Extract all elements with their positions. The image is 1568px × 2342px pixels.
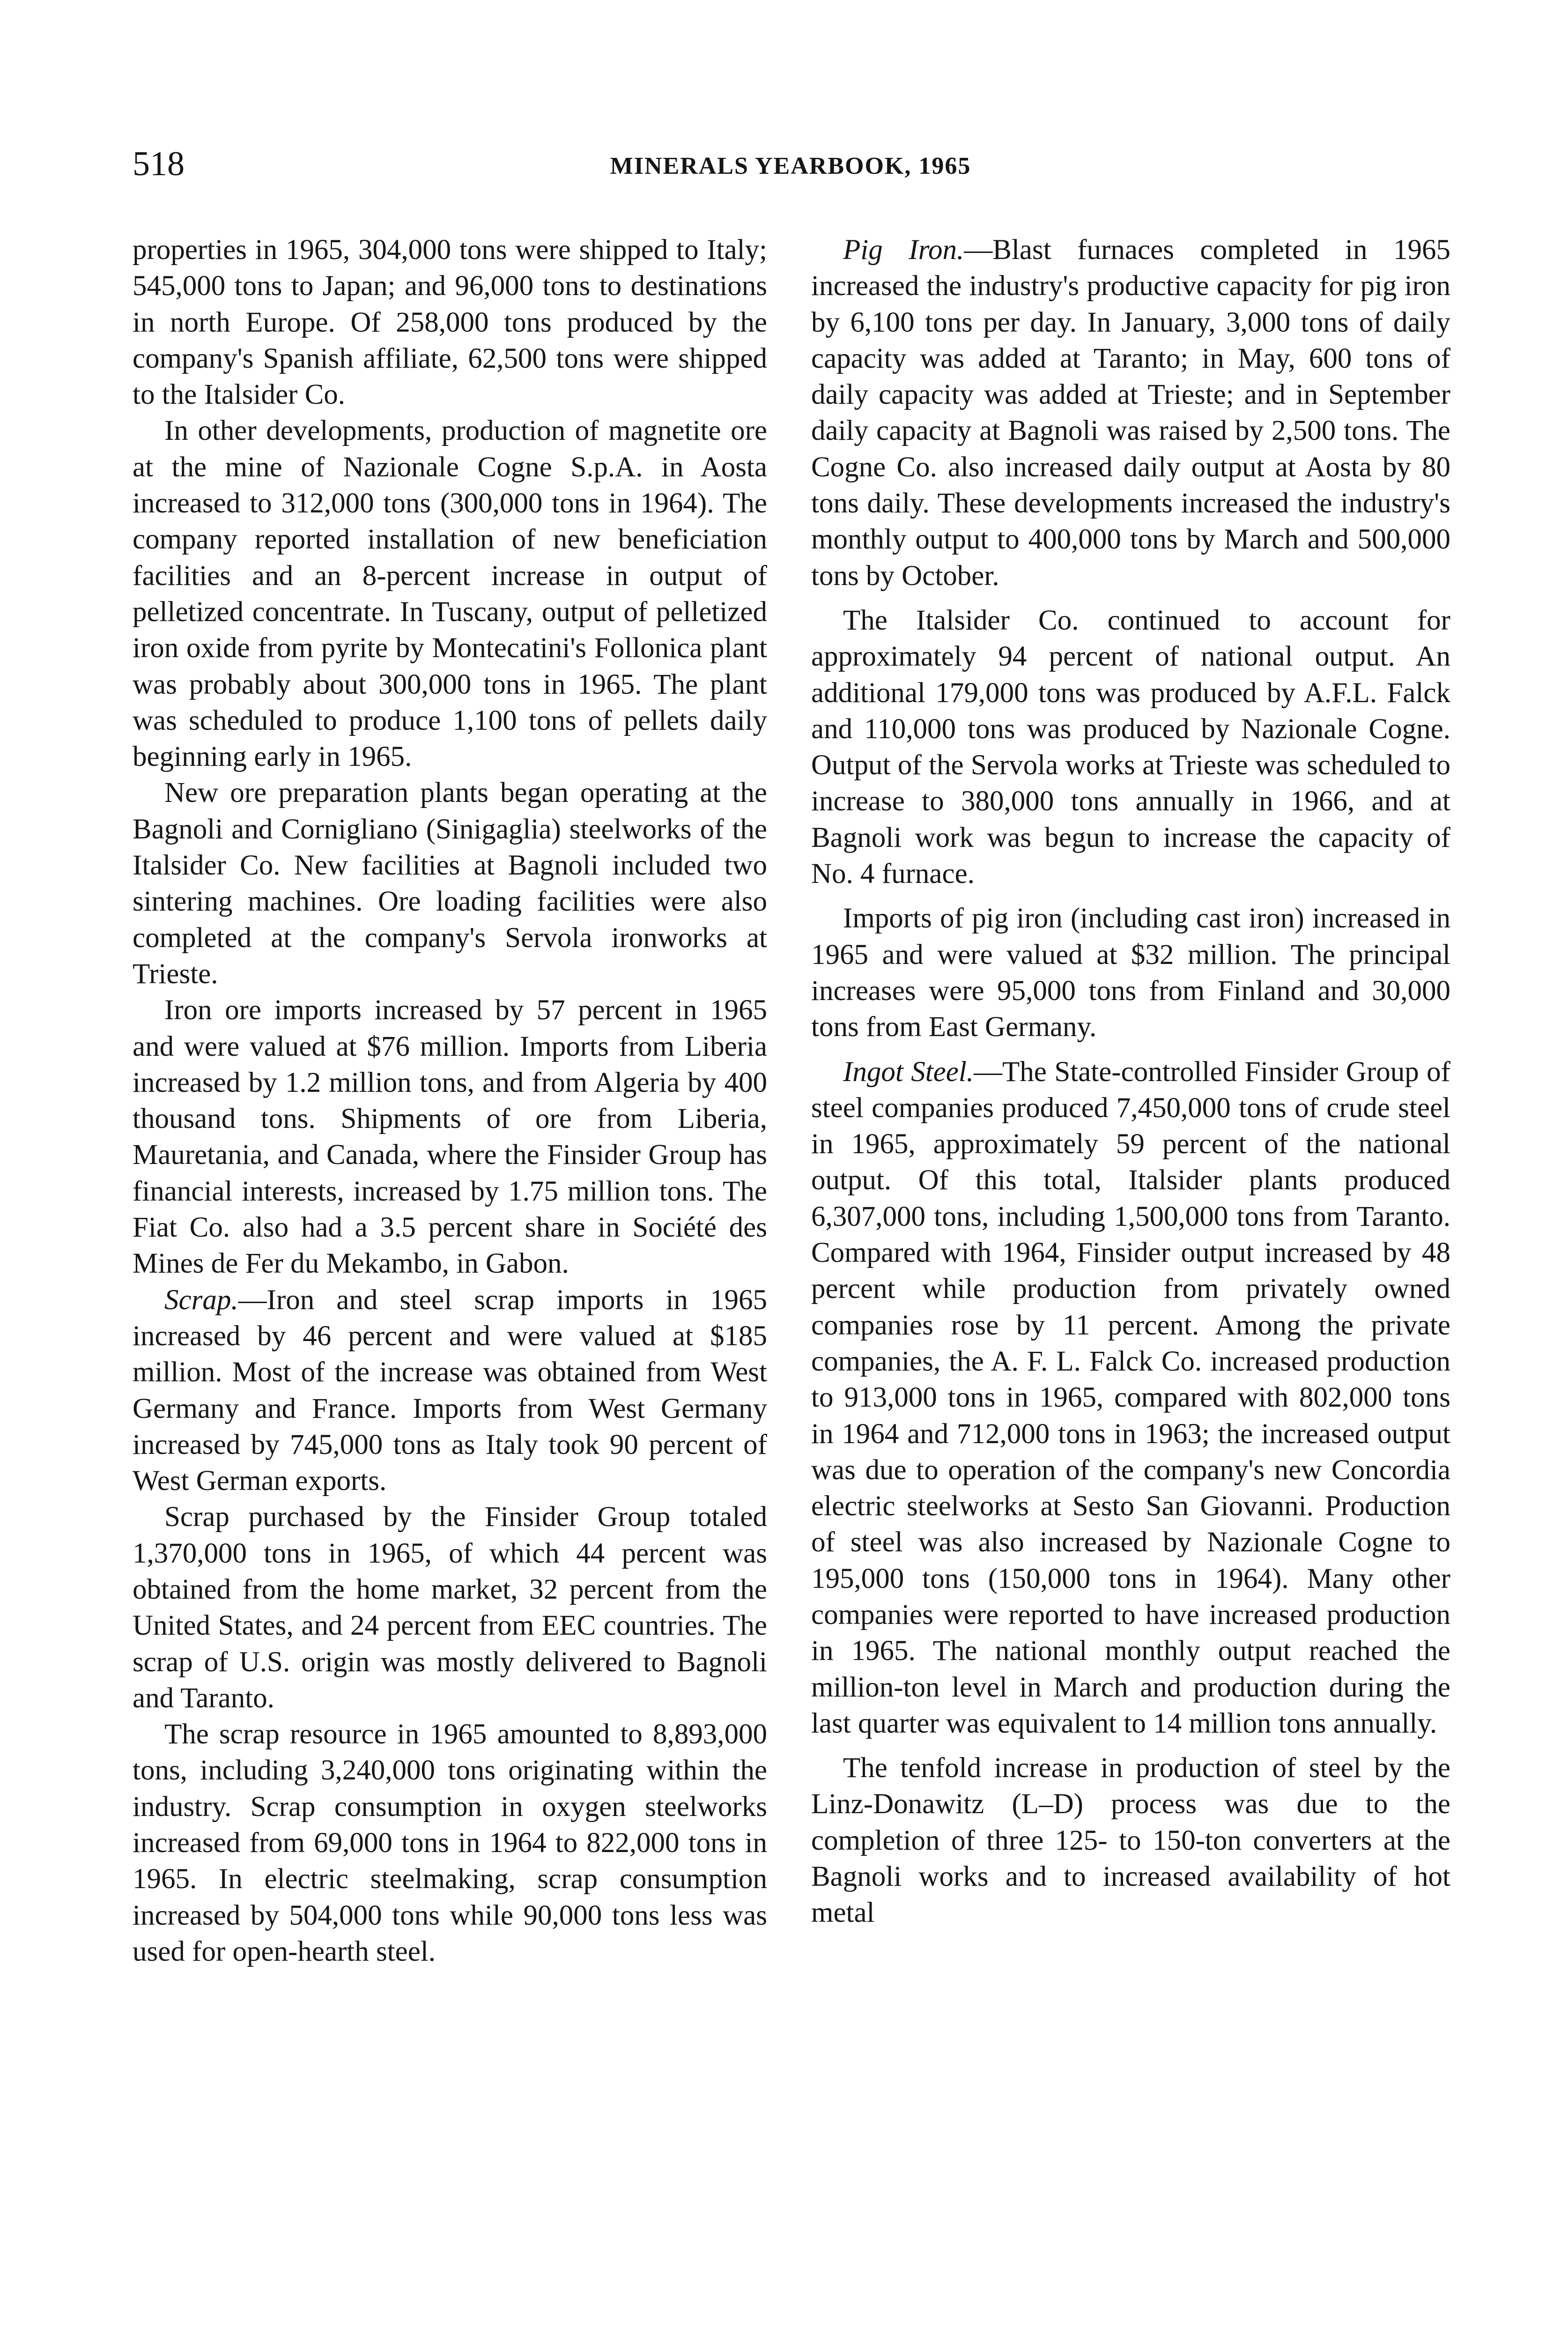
section-heading-scrap: Scrap. [164,1284,238,1316]
paragraph: New ore preparation plants began operating at the Bagnoli and Cornigliano (Sinigaglia) steelworks of the Italsider Co. New facilities at Bagnoli included two sintering machines. Ore loading facilities were also completed at the company's Servola ironworks at Trieste. [133,777,767,990]
page-header [133,141,1449,187]
paragraph: Imports of pig iron (including cast iron) increased in 1965 and were valued at $32 million. The principal increases were 95,000 tons from Finland and 30,000 tons from East Germany. [811,903,1450,1043]
paragraph-body: —The State-controlled Finsider Group of steel companies produced 7,450,000 tons of crude steel in 1965, approximately 59 percent of the national output. Of this total, Italsider plants produced 6,307,000 tons, including 1,500,000 tons from Taranto. Compared with 1964, Finsider output increased by 48 percent while production from privately owned companies rose by 11 percent. Among the private companies, the A. F. L. Falck Co. increased production to 913,000 tons in 1965, compared with 802,000 tons in 1964 and 712,000 tons in 1963; the increased output was due to operation of the company's new Concordia electric steelworks at Sesto San Giovanni. Production of steel was also increased by Nazionale Cogne to 195,000 tons (150,000 tons in 1964). Many other companies were reported to have increased production in 1965. The national monthly output reached the million-ton level in March and production during the last quarter was equivalent to 14 million tons annually. [811,1056,1450,1739]
paragraph-scrap [133,1282,767,1499]
right-column [811,232,1450,1931]
paragraph: properties in 1965, 304,000 tons were shipped to Italy; 545,000 tons to Japan; and 96,000 tons to destinations in north Europe. Of 258,000 tons produced by the company's Spanish affiliate, 62,500 tons were shipped to the Italsider Co. [133,234,767,411]
paragraph: The scrap resource in 1965 amounted to 8,893,000 tons, including 3,240,000 tons originating within the industry. Scrap consumption in oxygen steelworks increased from 69,000 tons in 1964 to 822,000 tons in 1965. In electric steelmaking, scrap consumption increased by 504,000 tons while 90,000 tons less was used for open-hearth steel. [133,1719,767,1967]
paragraph-body: —Blast furnaces completed in 1965 increased the industry's productive capacity for pig iron by 6,100 tons per day. In January, 3,000 tons of daily capacity was added at Taranto; in May, 600 tons of daily capacity was added at Trieste; and in September daily capacity at Bagnoli was raised by 2,500 tons. The Cogne Co. also increased daily output at Aosta by 80 tons daily. These developments increased the industry's monthly output to 400,000 tons by March and 500,000 tons by October. [811,234,1450,592]
paragraph: Scrap purchased by the Finsider Group totaled 1,370,000 tons in 1965, of which 44 percent was obtained from the home market, 32 percent from the United States, and 24 percent from EEC countries. The scrap of U.S. origin was mostly delivered to Bagnoli and Taranto. [133,1501,767,1714]
section-heading-ingot-steel: Ingot Steel. [843,1056,974,1088]
paragraph-body: —Iron and steel scrap imports in 1965 increased by 46 percent and were valued at $185 million. Most of the increase was obtained from West Germany and France. Imports from West Germany increased by 745,000 tons as Italy took 90 percent of West German exports. [133,1284,767,1497]
page-number: 518 [133,145,185,183]
paragraph-ingot-steel [811,1054,1450,1742]
paragraph: Iron ore imports increased by 57 percent in 1965 and were valued at $76 million. Imports from Liberia increased by 1.2 million tons, and from Algeria by 400 thousand tons. Shipments of ore from Liberia, Mauretania, and Canada, where the Finsider Group has financial interests, increased by 1.75 million tons. The Fiat Co. also had a 3.5 percent share in Société des Mines de Fer du Mekambo, in Gabon. [133,994,767,1280]
running-head: MINERALS YEARBOOK, 1965 [610,153,971,179]
paragraph: The Italsider Co. continued to account for approximately 94 percent of national output. An additional 179,000 tons was produced by A.F.L. Falck and 110,000 tons was produced by Nazionale Cogne. Output of the Servola works at Trieste was scheduled to increase to 380,000 tons annually in 1966, and at Bagnoli work was begun to increase the capacity of No. 4 furnace. [811,604,1450,890]
section-heading-pig-iron: Pig Iron. [843,234,964,266]
left-column [133,232,767,1970]
paragraph: The tenfold increase in production of steel by the Linz-Donawitz (L–D) process was due to the completion of three 125- to 150-ton converters at the Bagnoli works and to increased availability of hot metal [811,1752,1450,1929]
paragraph: In other developments, production of magnetite ore at the mine of Nazionale Cogne S.p.A. in Aosta increased to 312,000 tons (300,000 tons in 1964). The company reported installation of new beneficiation facilities and an 8-percent increase in output of pelletized concentrate. In Tuscany, output of pelletized iron oxide from pyrite by Montecatini's Follonica plant was probably about 300,000 tons in 1965. The plant was scheduled to produce 1,100 tons of pellets daily beginning early in 1965. [133,415,767,773]
paragraph-pig-iron [811,232,1450,594]
